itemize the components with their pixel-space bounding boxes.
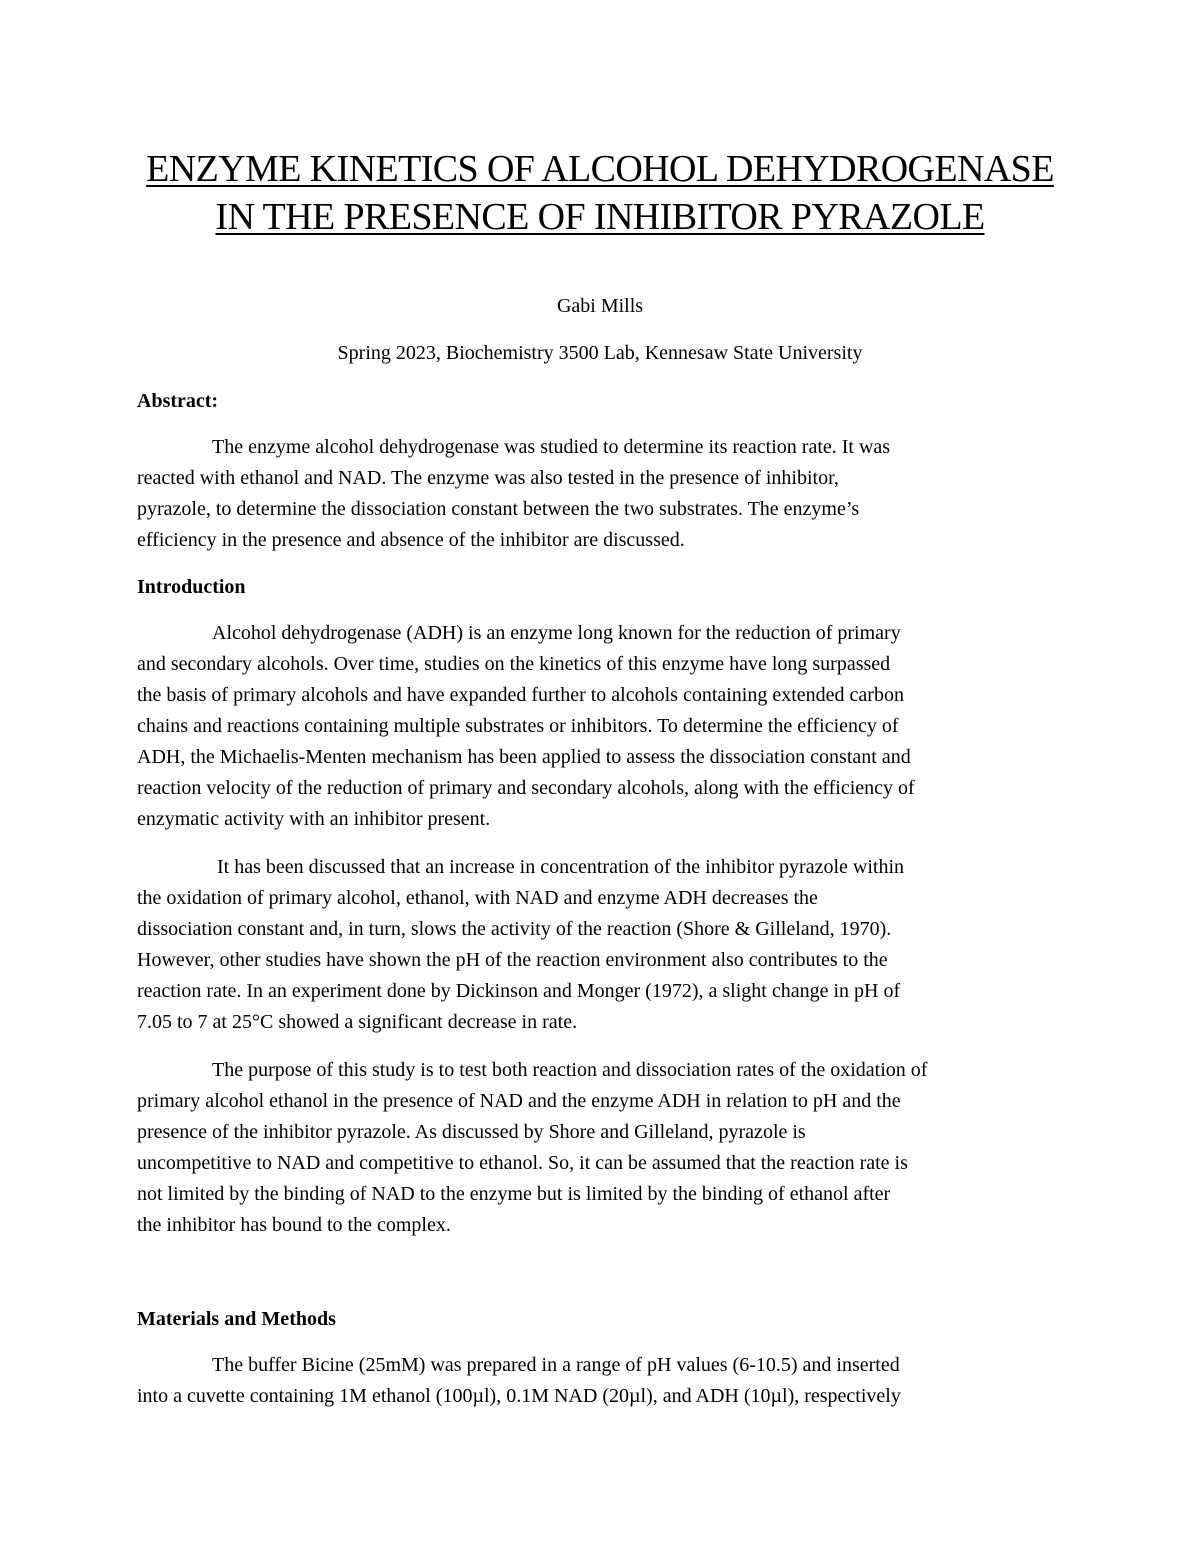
intro-p2-line: 7.05 to 7 at 25°C showed a significant decrease in rate.: [137, 1011, 578, 1033]
intro-p2-line: reaction rate. In an experiment done by Dickinson and Monger (1972), a slight change in pH of: [137, 980, 901, 1002]
intro-p3-line: uncompetitive to NAD and competitive to ethanol. So, it can be assumed that the reaction rate is: [137, 1152, 908, 1174]
abstract-line: efficiency in the presence and absence of the inhibitor are discussed.: [137, 529, 685, 551]
intro-p3-line: the inhibitor has bound to the complex.: [137, 1214, 451, 1236]
intro-p2-line: dissociation constant and, in turn, slows the activity of the reaction (Shore & Gilleland, 1970).: [137, 918, 892, 940]
title-line-1: ENZYME KINETICS OF ALCOHOL DEHYDROGENASE: [146, 148, 1054, 190]
abstract-line: pyrazole, to determine the dissociation constant between the two substrates. The enzyme’s: [137, 498, 860, 520]
intro-p3-line: presence of the inhibitor pyrazole. As discussed by Shore and Gilleland, pyrazole is: [137, 1121, 806, 1143]
intro-p1-line: reaction velocity of the reduction of primary and secondary alcohols, along with the efficiency of: [137, 777, 915, 799]
intro-p1-line: enzymatic activity with an inhibitor present.: [137, 808, 491, 830]
methods-line: into a cuvette containing 1M ethanol (100µl), 0.1M NAD (20µl), and ADH (10µl), respectively: [137, 1385, 901, 1407]
intro-p1-line: ADH, the Michaelis-Menten mechanism has been applied to assess the dissociation constant and: [137, 746, 911, 768]
methods-line: The buffer Bicine (25mM) was prepared in a range of pH values (6-10.5) and inserted: [212, 1354, 900, 1376]
intro-p3-line: not limited by the binding of NAD to the enzyme but is limited by the binding of ethanol after: [137, 1183, 891, 1205]
intro-p3-line: primary alcohol ethanol in the presence of NAD and the enzyme ADH in relation to pH and the: [137, 1090, 901, 1112]
intro-p1-line: the basis of primary alcohols and have expanded further to alcohols containing extended carbon: [137, 684, 904, 706]
intro-p2-line: It has been discussed that an increase in concentration of the inhibitor pyrazole within: [212, 856, 905, 878]
abstract-line: The enzyme alcohol dehydrogenase was studied to determine its reaction rate. It was: [212, 436, 891, 458]
introduction-heading: Introduction: [137, 576, 246, 598]
intro-p3-line: The purpose of this study is to test both reaction and dissociation rates of the oxidation of: [212, 1059, 928, 1081]
intro-p1-line: chains and reactions containing multiple substrates or inhibitors. To determine the efficiency of: [137, 715, 899, 737]
abstract-line: reacted with ethanol and NAD. The enzyme was also tested in the presence of inhibitor,: [137, 467, 839, 489]
intro-p1-line: and secondary alcohols. Over time, studies on the kinetics of this enzyme have long surpassed: [137, 653, 891, 675]
intro-p1-line: Alcohol dehydrogenase (ADH) is an enzyme long known for the reduction of primary: [212, 622, 901, 644]
title-line-2: IN THE PRESENCE OF INHIBITOR PYRAZOLE: [215, 196, 985, 238]
affiliation: Spring 2023, Biochemistry 3500 Lab, Kennesaw State University: [337, 342, 863, 364]
intro-p2-line: However, other studies have shown the pH of the reaction environment also contributes to the: [137, 949, 888, 971]
abstract-heading: Abstract:: [137, 390, 219, 412]
author: Gabi Mills: [556, 295, 644, 317]
methods-heading: Materials and Methods: [137, 1308, 336, 1330]
intro-p2-line: the oxidation of primary alcohol, ethanol, with NAD and enzyme ADH decreases the: [137, 887, 818, 909]
